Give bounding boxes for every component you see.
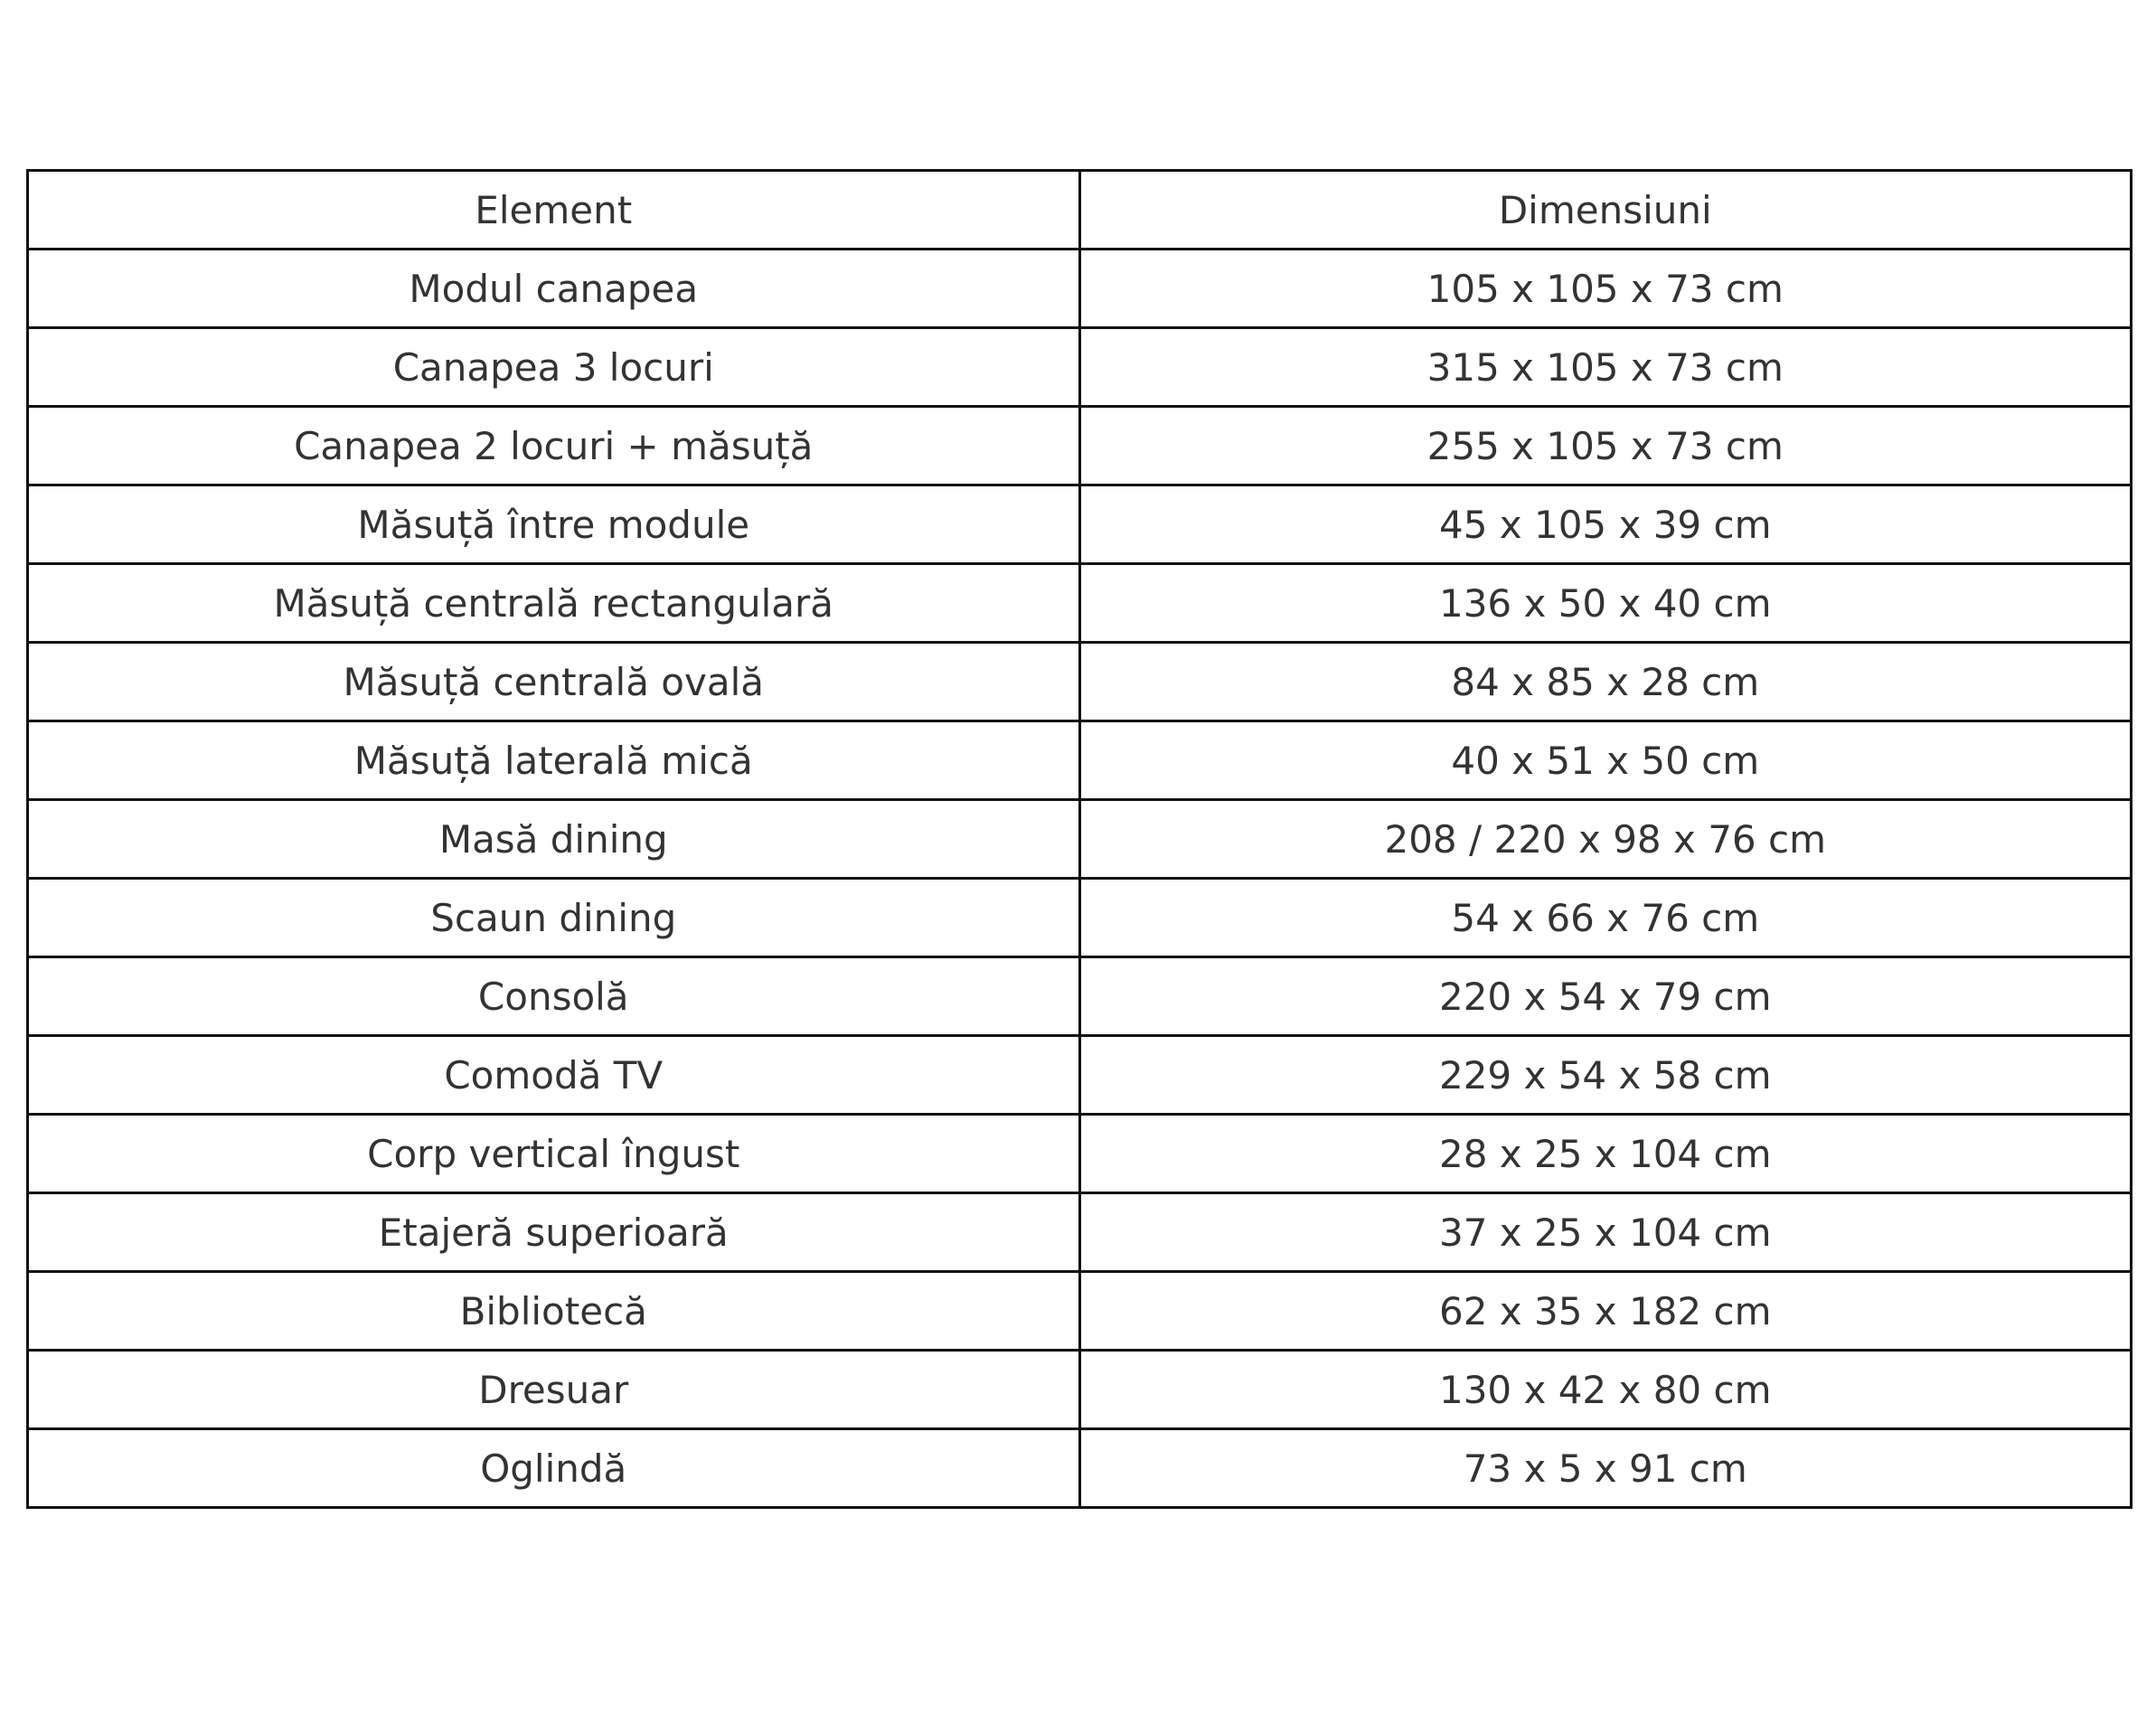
- cell-element: Măsuță între module: [28, 485, 1080, 564]
- table-row: [28, 643, 2132, 721]
- cell-element: Modul canapea: [28, 250, 1080, 328]
- table-body: [28, 250, 2132, 1508]
- cell-dimensions: 130 x 42 x 80 cm: [1079, 1351, 2132, 1429]
- table-row: [28, 328, 2132, 407]
- cell-element: Măsuță centrală ovală: [28, 643, 1080, 721]
- table-row: [28, 721, 2132, 800]
- table-row: [28, 407, 2132, 485]
- cell-element: Bibliotecă: [28, 1272, 1080, 1351]
- cell-element: Canapea 3 locuri: [28, 328, 1080, 407]
- table-header-row: [28, 171, 2132, 250]
- table-row: [28, 564, 2132, 643]
- cell-dimensions: 105 x 105 x 73 cm: [1079, 250, 2132, 328]
- cell-element: Oglindă: [28, 1429, 1080, 1508]
- cell-element: Măsuță centrală rectangulară: [28, 564, 1080, 643]
- cell-dimensions: 136 x 50 x 40 cm: [1079, 564, 2132, 643]
- cell-dimensions: 45 x 105 x 39 cm: [1079, 485, 2132, 564]
- cell-element: Canapea 2 locuri + măsuță: [28, 407, 1080, 485]
- cell-dimensions: 84 x 85 x 28 cm: [1079, 643, 2132, 721]
- cell-element: Etajeră superioară: [28, 1193, 1080, 1272]
- cell-dimensions: 315 x 105 x 73 cm: [1079, 328, 2132, 407]
- cell-dimensions: 62 x 35 x 182 cm: [1079, 1272, 2132, 1351]
- dimensions-table-container: [26, 169, 2132, 1509]
- cell-dimensions: 40 x 51 x 50 cm: [1079, 721, 2132, 800]
- table-row: [28, 1429, 2132, 1508]
- cell-element: Scaun dining: [28, 879, 1080, 957]
- table-row: [28, 957, 2132, 1036]
- table-row: [28, 1193, 2132, 1272]
- table-row: [28, 485, 2132, 564]
- cell-dimensions: 208 / 220 x 98 x 76 cm: [1079, 800, 2132, 879]
- table-row: [28, 1351, 2132, 1429]
- table-row: [28, 1036, 2132, 1115]
- cell-element: Consolă: [28, 957, 1080, 1036]
- cell-dimensions: 229 x 54 x 58 cm: [1079, 1036, 2132, 1115]
- cell-dimensions: 73 x 5 x 91 cm: [1079, 1429, 2132, 1508]
- cell-dimensions: 220 x 54 x 79 cm: [1079, 957, 2132, 1036]
- cell-dimensions: 255 x 105 x 73 cm: [1079, 407, 2132, 485]
- table-row: [28, 800, 2132, 879]
- cell-element: Măsuță laterală mică: [28, 721, 1080, 800]
- cell-dimensions: 37 x 25 x 104 cm: [1079, 1193, 2132, 1272]
- header-dimensions: Dimensiuni: [1079, 171, 2132, 250]
- cell-dimensions: 54 x 66 x 76 cm: [1079, 879, 2132, 957]
- table-row: [28, 250, 2132, 328]
- cell-dimensions: 28 x 25 x 104 cm: [1079, 1115, 2132, 1193]
- table-row: [28, 1272, 2132, 1351]
- cell-element: Masă dining: [28, 800, 1080, 879]
- table-row: [28, 879, 2132, 957]
- dimensions-table: [26, 169, 2132, 1509]
- header-element: Element: [28, 171, 1080, 250]
- cell-element: Comodă TV: [28, 1036, 1080, 1115]
- cell-element: Dresuar: [28, 1351, 1080, 1429]
- cell-element: Corp vertical îngust: [28, 1115, 1080, 1193]
- table-row: [28, 1115, 2132, 1193]
